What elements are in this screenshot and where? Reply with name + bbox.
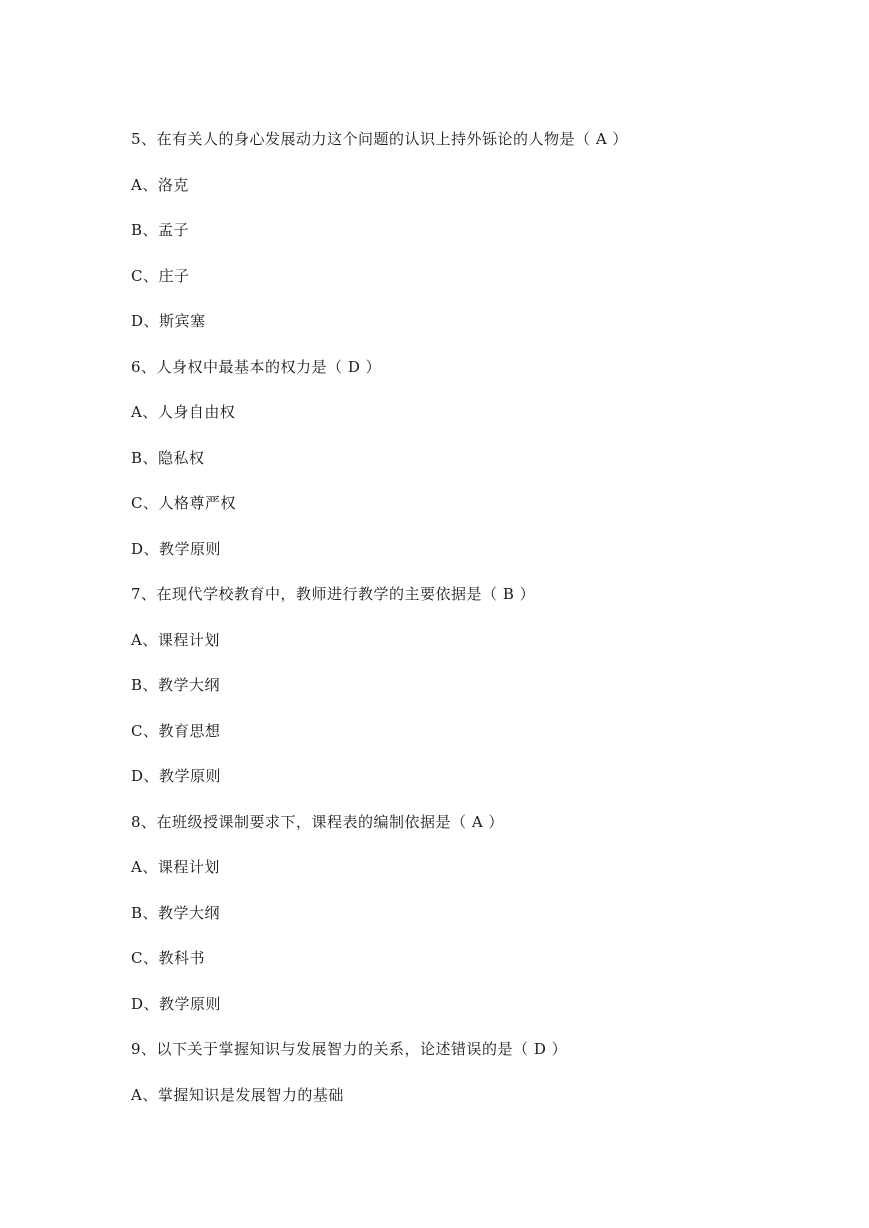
question-7-option-d: D、教学原则 xyxy=(131,767,222,785)
question-6-stem: 6、人身权中最基本的权力是（ D ） xyxy=(131,358,382,376)
question-6-option-d: D、教学原则 xyxy=(131,540,222,558)
question-8-option-d: D、教学原则 xyxy=(131,995,222,1013)
question-9-stem: 9、以下关于掌握知识与发展智力的关系，论述错误的是（ D ） xyxy=(131,1040,568,1058)
question-7-option-b: B、教学大纲 xyxy=(131,676,221,694)
question-7-option-c: C、教育思想 xyxy=(131,722,221,740)
question-6-option-a: A、人身自由权 xyxy=(131,403,236,421)
question-8-option-c: C、教科书 xyxy=(131,949,205,967)
question-9-option-a: A、掌握知识是发展智力的基础 xyxy=(131,1086,344,1104)
question-7-stem: 7、在现代学校教育中，教师进行教学的主要依据是（ B ） xyxy=(131,585,536,603)
question-8-option-b: B、教学大纲 xyxy=(131,904,221,922)
question-5-stem: 5、在有关人的身心发展动力这个问题的认识上持外铄论的人物是（ A ） xyxy=(131,130,628,148)
question-6-option-c: C、人格尊严权 xyxy=(131,494,236,512)
question-6-option-b: B、隐私权 xyxy=(131,449,205,467)
question-7-option-a: A、课程计划 xyxy=(131,631,220,649)
question-5-option-d: D、斯宾塞 xyxy=(131,312,206,330)
question-5-option-a: A、洛克 xyxy=(131,176,189,194)
question-8-stem: 8、在班级授课制要求下，课程表的编制依据是（ A ） xyxy=(131,813,504,831)
question-5-option-c: C、庄子 xyxy=(131,267,190,285)
question-5-option-b: B、孟子 xyxy=(131,221,190,239)
question-8-option-a: A、课程计划 xyxy=(131,858,220,876)
